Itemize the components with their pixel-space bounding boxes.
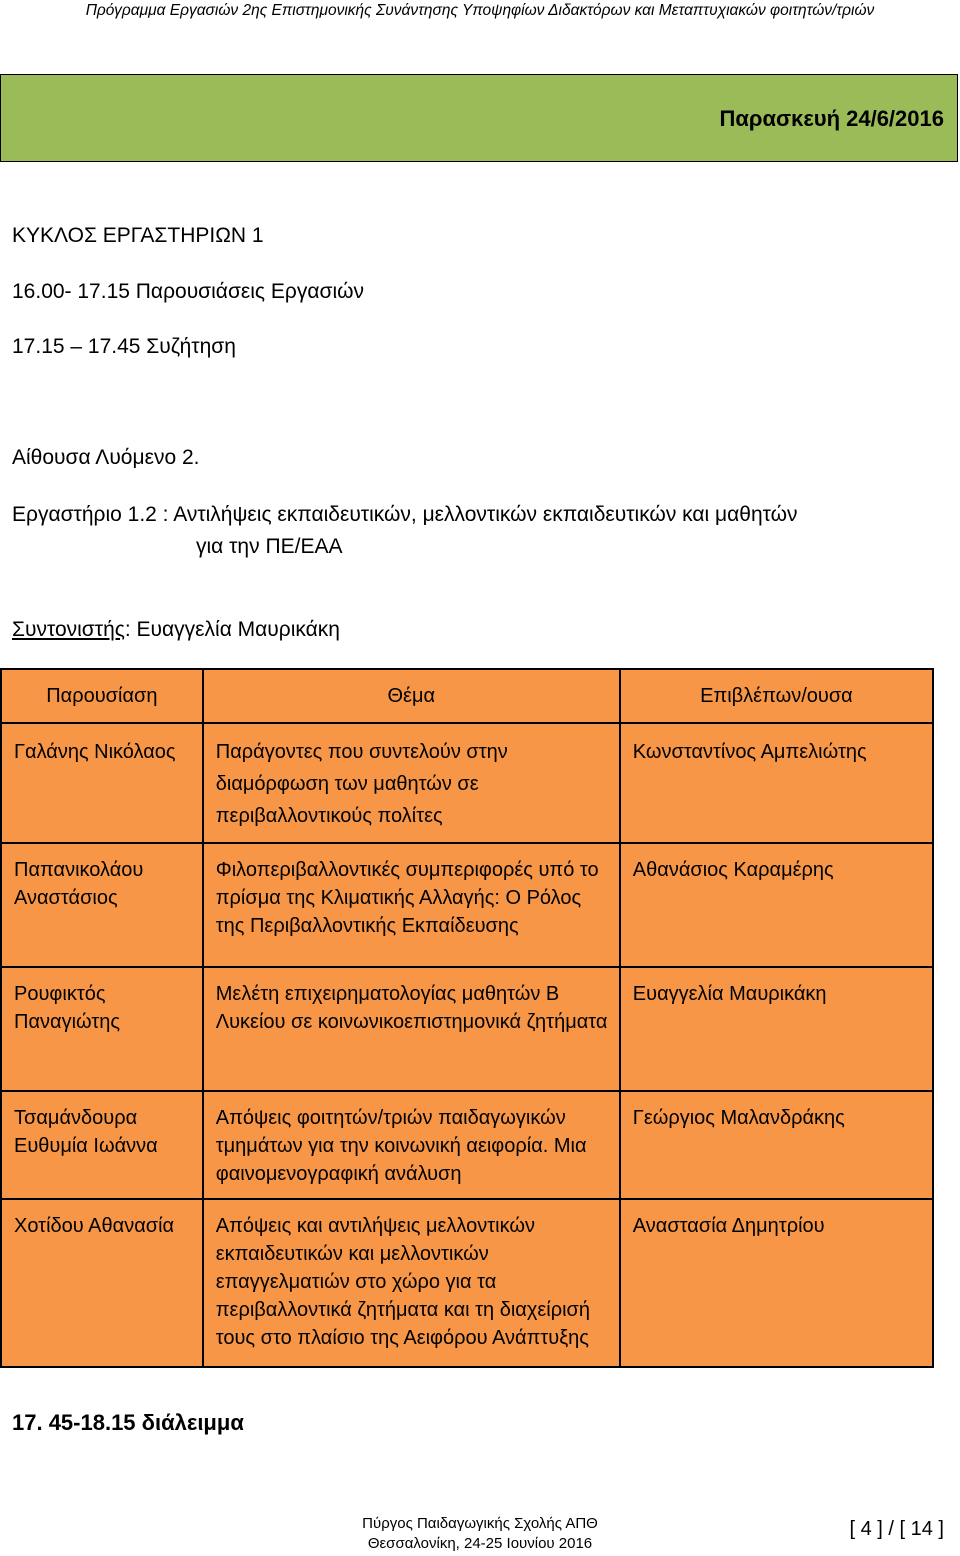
supervisor-cell: Αναστασία Δημητρίου (620, 1199, 933, 1367)
table-row (1, 1199, 933, 1367)
table-row (1, 1091, 933, 1199)
table-row (1, 723, 933, 843)
discussion-time: 17.15 – 17.45 Συζήτηση (12, 335, 236, 358)
supervisor-cell: Κωνσταντίνος Αμπελιώτης (620, 723, 933, 843)
room-label: Αίθουσα Λυόμενο 2. (12, 446, 200, 469)
workshop-title: Εργαστήριο 1.2 : Αντιλήψεις εκπαιδευτικών, μελλοντικών εκπαιδευτικών και μαθητών (12, 503, 798, 526)
table-row (1, 843, 933, 967)
coordinator-label: Συντονιστής (12, 618, 125, 641)
topic-cell: Φιλοπεριβαλλοντικές συμπεριφορές υπό το πρίσμα της Κλιματικής Αλλαγής: Ο Ρόλος της Περιβαλλοντικής Εκπαίδευσης (203, 843, 620, 967)
date-label: Παρασκευή 24/6/2016 (719, 106, 944, 131)
presenter-cell: Ρουφικτός Παναγιώτης (1, 967, 203, 1091)
presenter-cell: Γαλάνης Νικόλαος (1, 723, 203, 843)
footer-date: Θεσσαλονίκη, 24-25 Ιουνίου 2016 (367, 1535, 593, 1552)
presenter-cell: Χοτίδου Αθανασία (1, 1199, 203, 1367)
table-header-row (1, 669, 933, 723)
schedule-table (0, 668, 934, 1368)
running-header: Πρόγραμμα Εργασιών 2ης Επιστημονικής Συνάντησης Υποψηφίων Διδακτόρων και Μεταπτυχιακών φοιτητών/τριών (85, 2, 875, 19)
header-presenter: Παρουσίαση (1, 669, 203, 723)
supervisor-cell: Γεώργιος Μαλανδράκης (620, 1091, 933, 1199)
presentations-time: 16.00- 17.15 Παρουσιάσεις Εργασιών (12, 280, 365, 303)
table-row (1, 967, 933, 1091)
supervisor-cell: Ευαγγελία Μαυρικάκη (620, 967, 933, 1091)
supervisor-cell: Αθανάσιος Καραμέρης (620, 843, 933, 967)
topic-cell: Απόψεις φοιτητών/τριών παιδαγωγικών τμημάτων για την κοινωνική αειφορία. Μια φαινομενογραφική ανάλυση (203, 1091, 620, 1199)
page-number: [ 4 ] / [ 14 ] (849, 1518, 944, 1540)
break-label: 17. 45-18.15 διάλειμμα (12, 1410, 244, 1435)
cycle-title: ΚΥΚΛΟΣ ΕΡΓΑΣΤΗΡΙΩΝ 1 (12, 224, 264, 247)
coordinator (12, 618, 340, 642)
header-topic: Θέμα (203, 669, 620, 723)
footer-institution: Πύργος Παιδαγωγικής Σχολής ΑΠΘ (362, 1515, 598, 1532)
header-supervisor: Επιβλέπων/ουσα (620, 669, 933, 723)
coordinator-name: : Ευαγγελία Μαυρικάκη (124, 618, 340, 641)
topic-cell: Παράγοντες που συντελούν στην διαμόρφωση των μαθητών σε περιβαλλοντικούς πολίτες (203, 723, 620, 843)
workshop-title-cont: για την ΠΕ/ΕΑΑ (196, 535, 343, 558)
presenter-cell: Τσαμάνδουρα Ευθυμία Ιωάννα (1, 1091, 203, 1199)
presenter-cell: Παπανικολάου Αναστάσιος (1, 843, 203, 967)
topic-cell: Απόψεις και αντιλήψεις μελλοντικών εκπαιδευτικών και μελλοντικών επαγγελματιών στο χώρο για τα περιβαλλοντικά ζητήματα και τη διαχείρισή τους στο πλαίσιο της Αειφόρου Ανάπτυξης (203, 1199, 620, 1367)
topic-cell: Μελέτη επιχειρηματολογίας μαθητών Β Λυκείου σε κοινωνικοεπιστημονικά ζητήματα (203, 967, 620, 1091)
